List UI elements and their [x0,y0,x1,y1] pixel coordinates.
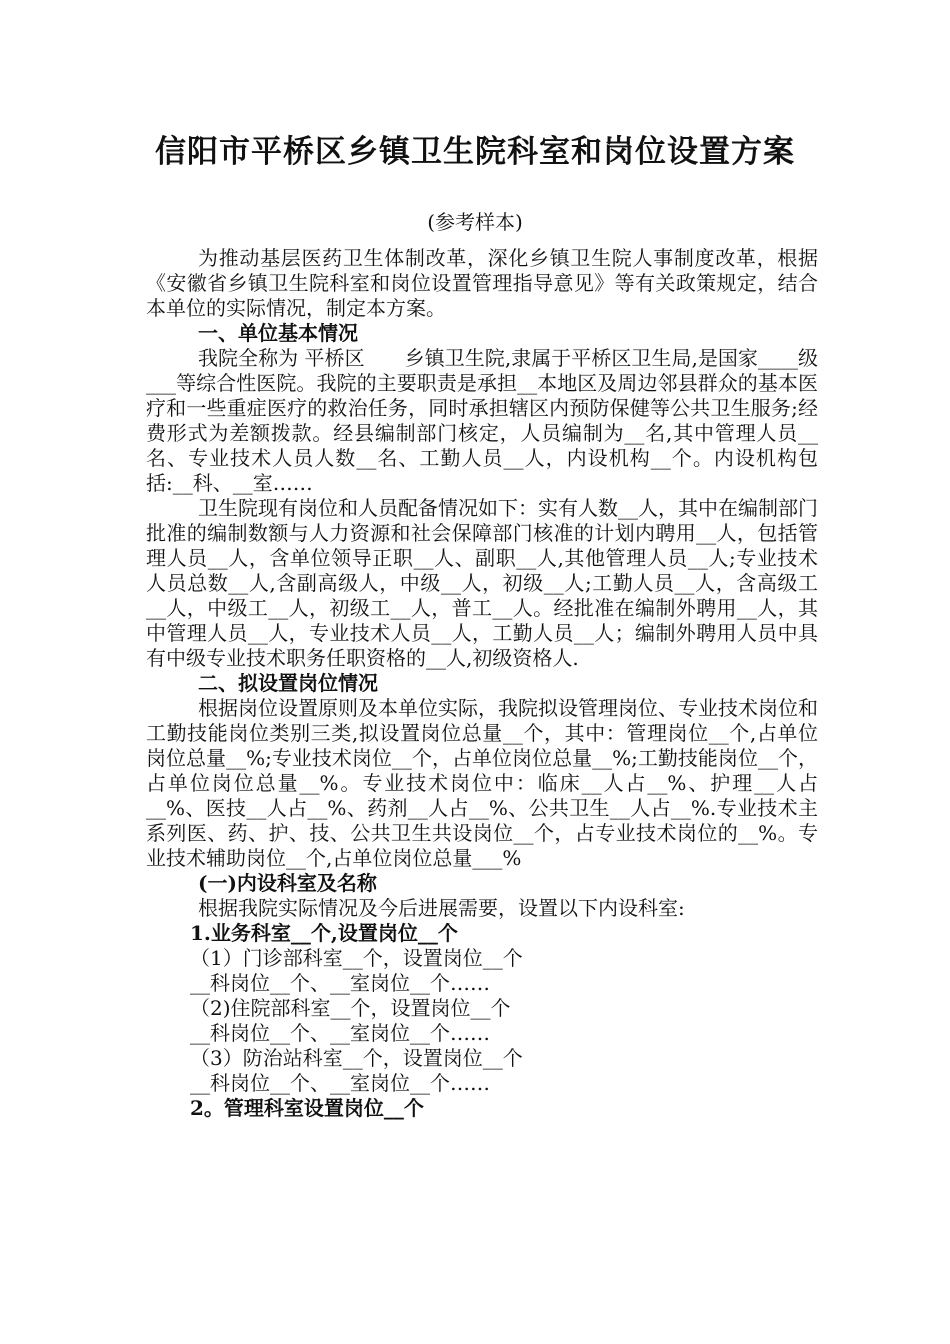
positions-paragraph: 根据岗位设置原则及本单位实际，我院拟设管理岗位、专业技术岗位和工勤技能岗位类别三类,拟设置岗位总量__个，其中：管理岗位__个,占单位岗位总量__%;专业技术岗位__个，占单位岗位总量__%;工勤技能岗位__个，占单位岗位总量__%。专业技术岗位中：临床__人占__%、护理__人占__%、医技__人占__%、药剂__人占__%、公共卫生__人占__%.专业技术主系列医、药、护、技、公共卫生共设岗位__个，占专业技术岗位的__%。专业技术辅助岗位__个,占单位岗位总量___% [146,696,818,870]
inpatient-item: （2)住院部科室__个，设置岗位__个 [190,996,511,1020]
prevention-station-item: （3）防治站科室__个，设置岗位__个 [190,1046,523,1070]
outpatient-detail: __科岗位__个、__室岗位__个…… [190,971,490,995]
section-heading-basic-info: 一、单位基本情况 [198,321,358,345]
basic-info-paragraph: 我院全称为 平桥区 乡镇卫生院,隶属于平桥区卫生局,是国家____级___等综合性医院。我院的主要职责是承担__本地区及周边邻县群众的基本医疗和一些重症医疗的救治任务，同时承担辖区内预防保健等公共卫生服务;经费形式为差额拨款。经县编制部门核定，人员编制为__名,其中管理人员__名、专业技术人员人数__名、工勤人员__人，内设机构__个。内设机构包括:__科、__室…… [146,346,818,495]
business-departments-item: 1.业务科室__个,设置岗位__个 [190,921,458,945]
document-body [146,246,818,1121]
staffing-paragraph: 卫生院现有岗位和人员配备情况如下：实有人数__人，其中在编制部门批准的编制数额与人力资源和社会保障部门核准的计划内聘用__人，包括管理人员__人，含单位领导正职__人、副职__人,其他管理人员__人;专业技术人员总数__人,含副高级人，中级__人，初级__人;工勤人员__人，含高级工__人，中级工__人，初级工__人，普工__人。经批准在编制外聘用__人，其中管理人员__人，专业技术人员__人，工勤人员__人；编制外聘用人员中具有中级专业技术职务任职资格的__人,初级资格人. [146,496,818,670]
document-subtitle: (参考样本) [427,210,523,234]
outpatient-item: （1）门诊部科室__个，设置岗位__个 [190,946,523,970]
management-departments-item: 2。管理科室设置岗位__个 [190,1096,424,1120]
prevention-station-detail: __科岗位__个、__室岗位__个…… [190,1071,490,1095]
subsection-heading-departments: (一)内设科室及名称 [198,871,377,895]
document-title: 信阳市平桥区乡镇卫生院科室和岗位设置方案 [155,134,795,170]
departments-intro: 根据我院实际情况及今后进展需要，设置以下内设科室: [198,896,685,920]
section-heading-positions: 二、拟设置岗位情况 [198,671,378,695]
inpatient-detail: __科岗位__个、__室岗位__个…… [190,1021,490,1045]
intro-paragraph: 为推动基层医药卫生体制改革，深化乡镇卫生院人事制度改革，根据《安徽省乡镇卫生院科室和岗位设置管理指导意见》等有关政策规定，结合本单位的实际情况，制定本方案。 [146,246,818,320]
